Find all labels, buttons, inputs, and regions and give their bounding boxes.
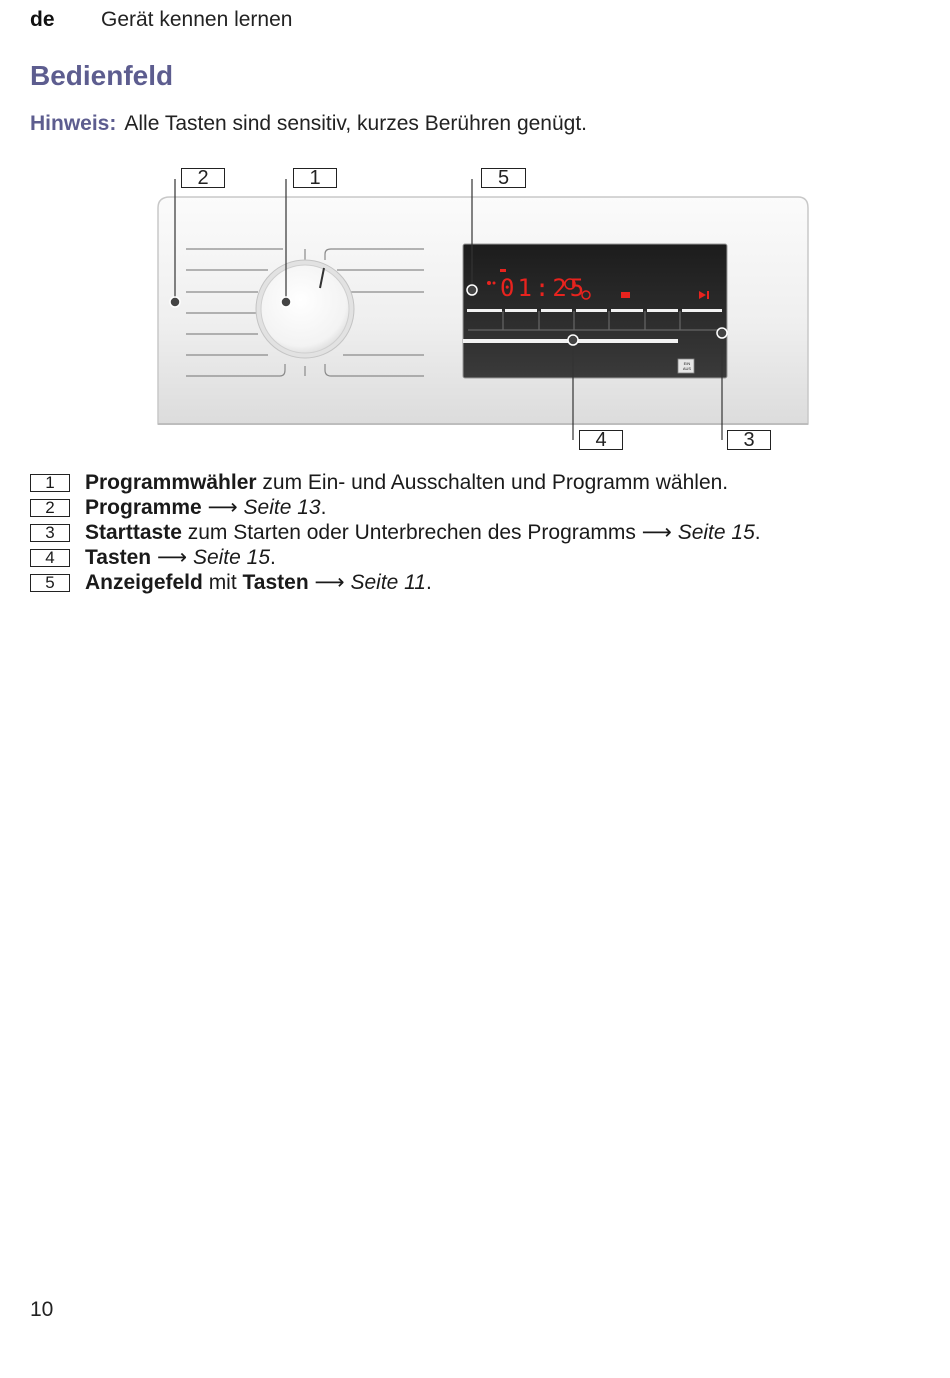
page-number: 10 [30, 1298, 54, 1321]
legend-number: 4 [30, 549, 70, 567]
legend-item [30, 545, 930, 570]
legend [30, 470, 930, 595]
header-title: Gerät kennen lernen [101, 8, 293, 31]
touch-key [611, 309, 643, 312]
legend-text: Anzeigefeld mit Tasten ⟶ Seite 11. [85, 571, 432, 594]
touch-key [505, 309, 537, 312]
legend-number: 1 [30, 474, 70, 492]
arrow-icon: ⟶ [156, 546, 188, 569]
section-title: Bedienfeld [30, 60, 174, 91]
touch-key [467, 309, 502, 312]
page-reference-link[interactable]: Seite 15 [677, 521, 755, 544]
touch-key [647, 309, 678, 312]
arrow-icon: ⟶ [207, 496, 238, 519]
page-reference-link[interactable]: Seite 15 [192, 546, 270, 569]
legend-text: Programme ⟶ Seite 13. [85, 496, 327, 519]
legend-item [30, 495, 930, 520]
touch-key [682, 309, 722, 312]
arrow-icon: ⟶ [314, 571, 345, 594]
touch-key-bars [467, 309, 722, 312]
display-time: 01:25 [500, 274, 588, 302]
control-panel-figure [0, 0, 950, 460]
legend-number: 5 [30, 574, 70, 592]
legend-text: Starttaste zum Starten oder Unterbrechen des Programms ⟶ Seite 15. [85, 521, 761, 544]
hint-text: Alle Tasten sind sensitiv, kurzes Berühren genügt. [124, 112, 588, 135]
callout-1: 1 [293, 168, 337, 188]
legend-item [30, 520, 930, 545]
hint-label: Hinweis: [30, 112, 117, 135]
legend-item [30, 570, 930, 595]
legend-text: Programmwähler zum Ein- und Ausschalten und Programm wählen. [85, 471, 729, 494]
control-panel-drawing [0, 0, 950, 460]
touch-key [541, 309, 572, 312]
callout-4: 4 [579, 430, 623, 450]
on-off-label: EIN AUS [682, 361, 692, 371]
callout-5: 5 [481, 168, 526, 188]
callout-2: 2 [181, 168, 225, 188]
legend-number: 2 [30, 499, 70, 517]
header-language: de [30, 8, 55, 31]
legend-text: Tasten ⟶ Seite 15. [85, 546, 276, 569]
touch-key [576, 309, 607, 312]
legend-item [30, 470, 930, 495]
program-selector-knob[interactable] [256, 260, 354, 358]
arrow-icon: ⟶ [641, 521, 672, 544]
page-reference-link[interactable]: Seite 13 [243, 496, 321, 519]
legend-number: 3 [30, 524, 70, 542]
page-reference-link[interactable]: Seite 11 [350, 571, 426, 594]
callout-3: 3 [727, 430, 771, 450]
display-field [463, 244, 727, 378]
